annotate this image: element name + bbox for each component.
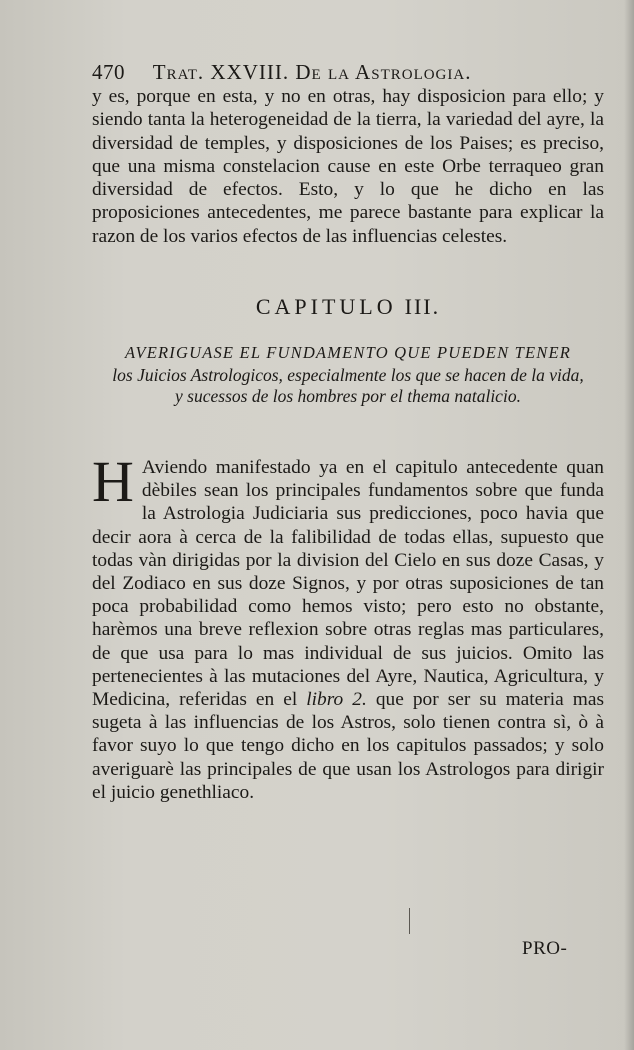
chapter-word: CAPITULO (255, 294, 397, 319)
drop-cap: H (92, 449, 134, 514)
chapter-number: III. (404, 294, 441, 319)
catchword: PRO- (522, 938, 568, 959)
body-text-part-1: Aviendo manifestado ya en el capitulo antecedente quan dèbiles sean los principales fundamentos sobre que funda la Astrologia Judiciaria sus predicciones, poco havia que decir aora à cerca de la falibilidad de todas ellas, supuesto que todas vàn dirigidas por la division del Cielo en sus doze Casas, y del Zodiaco en sus doze Signos, y por otras suposiciones de tan poca probabilidad como hemos visto; pero esto no obstante, harèmos una breve reflexion sobre otras reglas mas particulares, de que usa para lo mas individual de sus juicios. Omito las pertenecientes à las mutaciones del Ayre, Nautica, Agricultura, y Medicina, referidas en el (92, 457, 604, 711)
libro-reference: libro 2. (306, 689, 367, 711)
body-text-part-2: que por ser su materia mas sugeta à las influencias de los Astros, solo tienen contra sì, ò à favor suyo lo que tengo dicho en los capitulos passados; y solo averiguarè las principales de que usan los Astrologos para dirigir el juicio genethliaco. (92, 689, 604, 803)
chapter-subtitle: los Juicios Astrologicos, especialmente los que se hacen de la vida, y sucessos de los hombres por el thema natalicio. (112, 365, 584, 406)
body-paragraph (92, 449, 604, 804)
chapter-subtitle-caps: AVERIGUASE EL FUNDAMENTO QUE PUEDEN TENER (124, 343, 572, 362)
chapter-heading (92, 294, 604, 320)
running-title: Trat. XXVIII. De la Astrologia. (152, 60, 472, 84)
page-number: 470 (92, 60, 125, 84)
ink-mark (409, 908, 410, 934)
running-head (92, 60, 562, 85)
top-paragraph: y es, porque en esta, y no en otras, hay disposicion para ello; y siendo tanta la heterogeneidad de la tierra, la variedad del ayre, la diversidad de temples, y disposiciones de los Paises; es preciso, que una misma constelacion cause en este Orbe terraqueo gran diversidad de efectos. Esto, y lo que he dicho en las proposiciones antecedentes, me parece bastante para explicar la razon de los varios efectos de las influencias celestes. (92, 86, 604, 247)
